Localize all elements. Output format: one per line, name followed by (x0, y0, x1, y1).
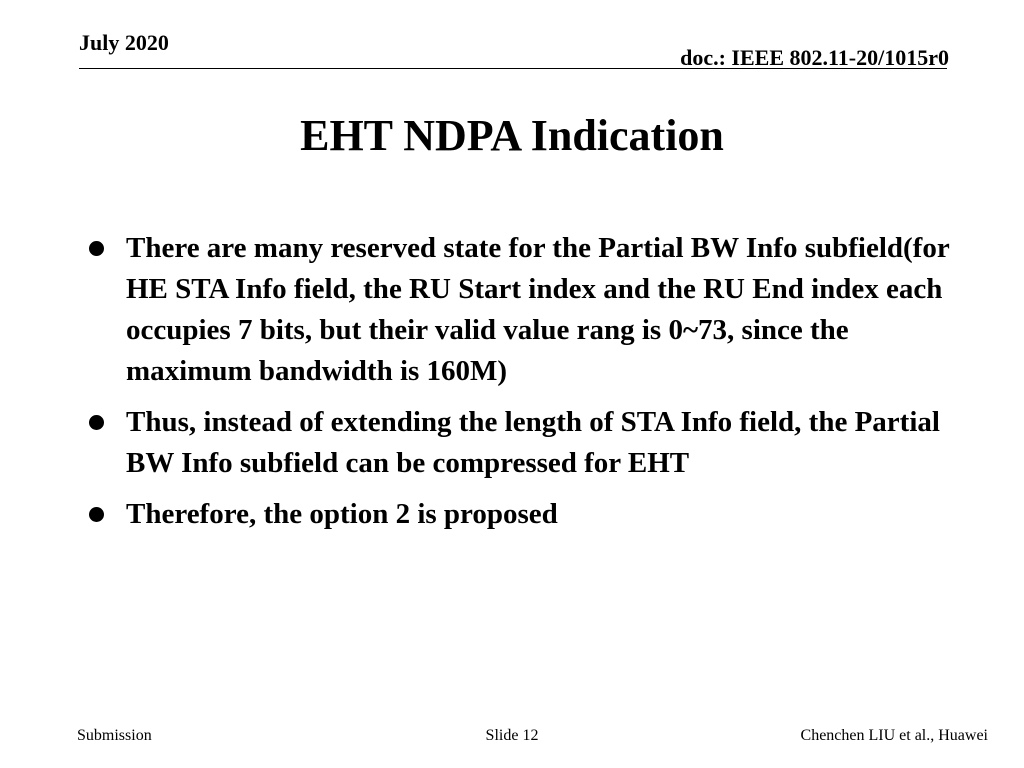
bullet-text: Thus, instead of extending the length of STA Info field, the Partial BW Info subfield can be compressed for EHT (126, 406, 940, 479)
bullet-item (84, 402, 954, 484)
footer-slide-number: Slide 12 (485, 727, 539, 744)
bullet-text: Therefore, the option 2 is proposed (126, 498, 558, 530)
header-doc-id: doc.: IEEE 802.11-20/1015r0 (680, 45, 949, 70)
bullet-item (84, 228, 954, 392)
header-date: July 2020 (79, 30, 169, 55)
slide-title: EHT NDPA Indication (300, 111, 724, 160)
bullet-item (84, 494, 954, 535)
header-divider (79, 68, 947, 69)
bullet-text: There are many reserved state for the Partial BW Info subfield(for HE STA Info field, the RU Start index and the RU End index each occupies 7 bits, but their valid value rang is 0~73, since the maximum bandwidth is 160M) (126, 232, 950, 387)
footer-author: Chenchen LIU et al., Huawei (800, 727, 988, 744)
bullet-dot-icon (89, 415, 104, 430)
bullet-list (84, 228, 954, 545)
bullet-dot-icon (89, 241, 104, 256)
footer-submission: Submission (77, 727, 152, 744)
bullet-dot-icon (89, 507, 104, 522)
